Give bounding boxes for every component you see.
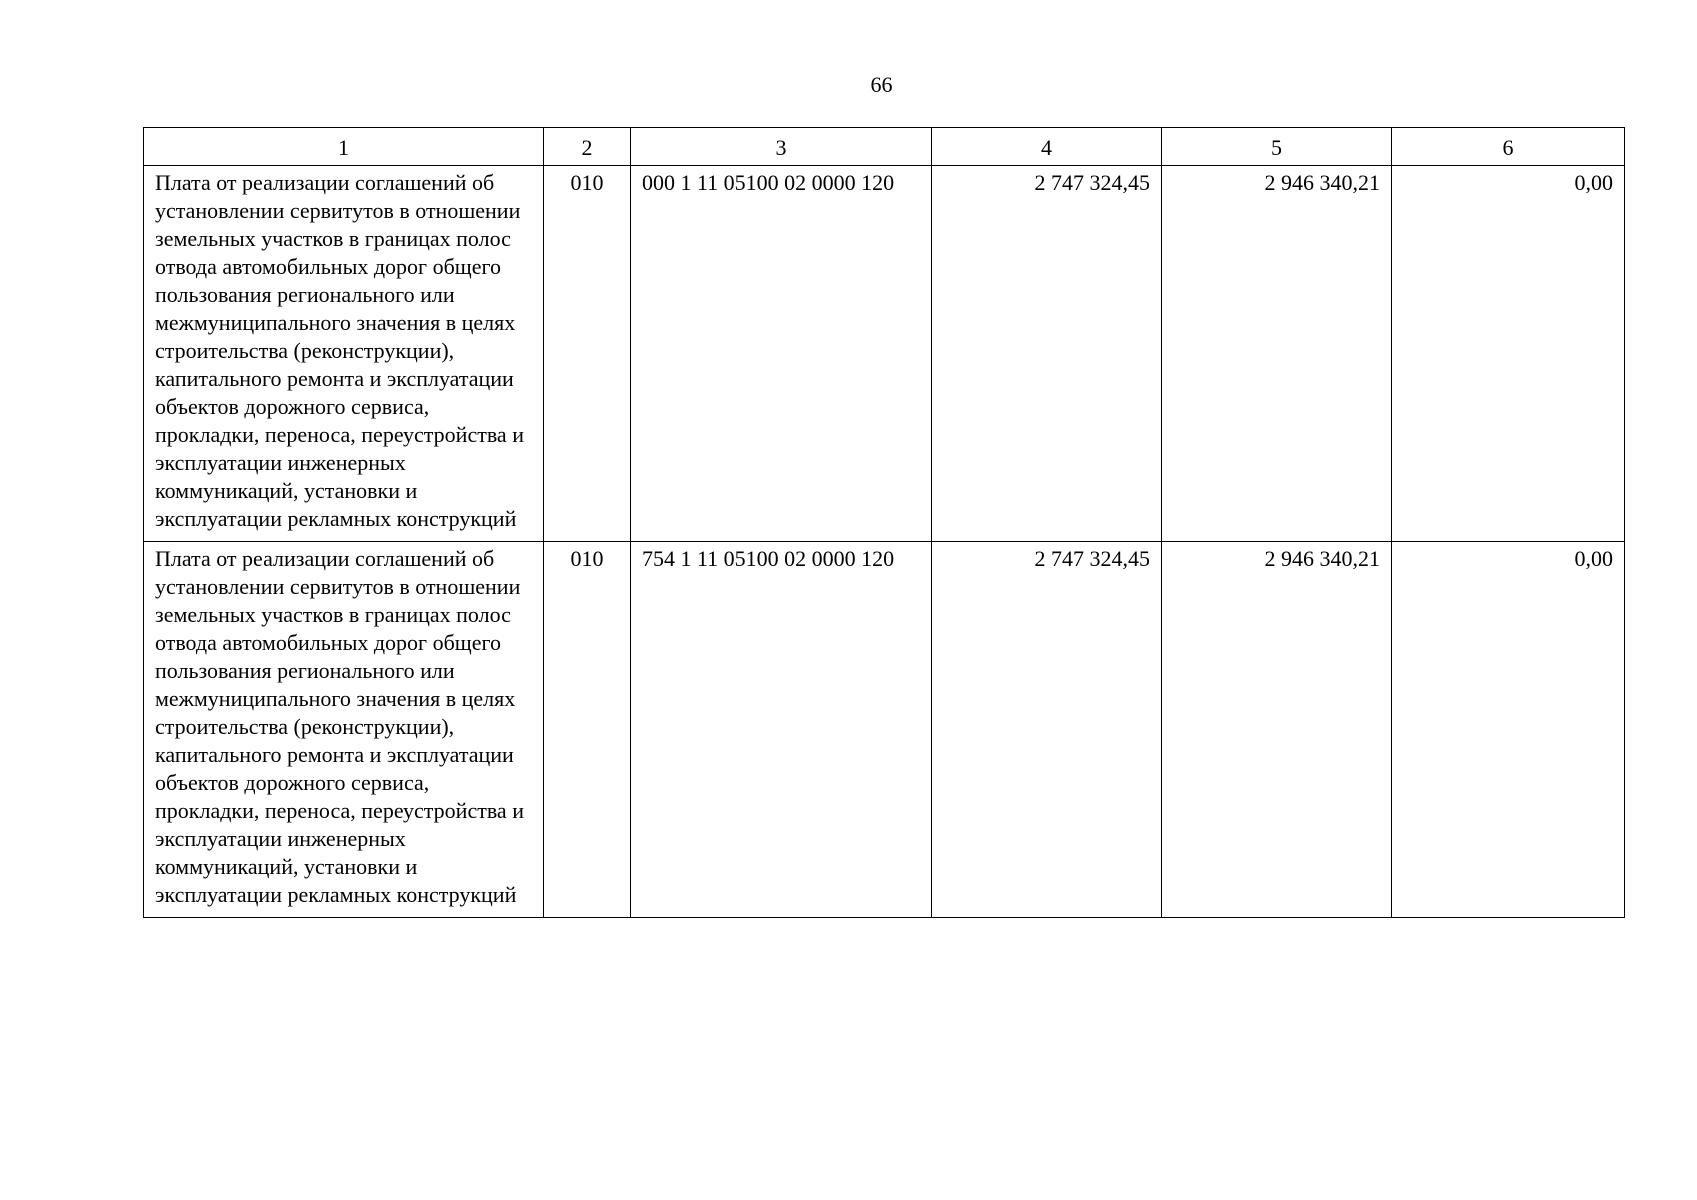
table-row bbox=[144, 166, 1625, 542]
column-header-2: 2 bbox=[544, 128, 631, 166]
column-header-3: 3 bbox=[631, 128, 932, 166]
revenue-table bbox=[143, 127, 1625, 918]
page-number: 66 bbox=[870, 72, 893, 97]
amount-col4-cell: 2 747 324,45 bbox=[932, 166, 1162, 542]
amount-col6-cell: 0,00 bbox=[1392, 542, 1625, 918]
budget-code-cell: 754 1 11 05100 02 0000 120 bbox=[631, 542, 932, 918]
line-code-cell: 010 bbox=[544, 542, 631, 918]
line-code-cell: 010 bbox=[544, 166, 631, 542]
column-header-5: 5 bbox=[1162, 128, 1392, 166]
column-header-6: 6 bbox=[1392, 128, 1625, 166]
table-row bbox=[144, 542, 1625, 918]
table-header-row bbox=[144, 128, 1625, 166]
amount-col4-cell: 2 747 324,45 bbox=[932, 542, 1162, 918]
budget-code-cell: 000 1 11 05100 02 0000 120 bbox=[631, 166, 932, 542]
row-name-cell bbox=[144, 166, 544, 542]
row-name-text: Плата от реализации соглашений об установлении сервитутов в отношении земельных участков в границах полос отвода автомобильных дорог общего пользования регионального или межмуниципального значения в целях строительства (реконструкции), капитального ремонта и эксплуатации объектов дорожного сервиса, прокладки, переноса, переустройства и эксплуатации инженерных коммуникаций, установки и эксплуатации рекламных конструкций bbox=[155, 170, 524, 531]
amount-col6-cell: 0,00 bbox=[1392, 166, 1625, 542]
amount-col5-cell: 2 946 340,21 bbox=[1162, 542, 1392, 918]
amount-col5-cell: 2 946 340,21 bbox=[1162, 166, 1392, 542]
column-header-1: 1 bbox=[144, 128, 544, 166]
row-name-cell bbox=[144, 542, 544, 918]
column-header-4: 4 bbox=[932, 128, 1162, 166]
row-name-text: Плата от реализации соглашений об установлении сервитутов в отношении земельных участков в границах полос отвода автомобильных дорог общего пользования регионального или межмуниципального значения в целях строительства (реконструкции), капитального ремонта и эксплуатации объектов дорожного сервиса, прокладки, переноса, переустройства и эксплуатации инженерных коммуникаций, установки и эксплуатации рекламных конструкций bbox=[155, 546, 524, 907]
